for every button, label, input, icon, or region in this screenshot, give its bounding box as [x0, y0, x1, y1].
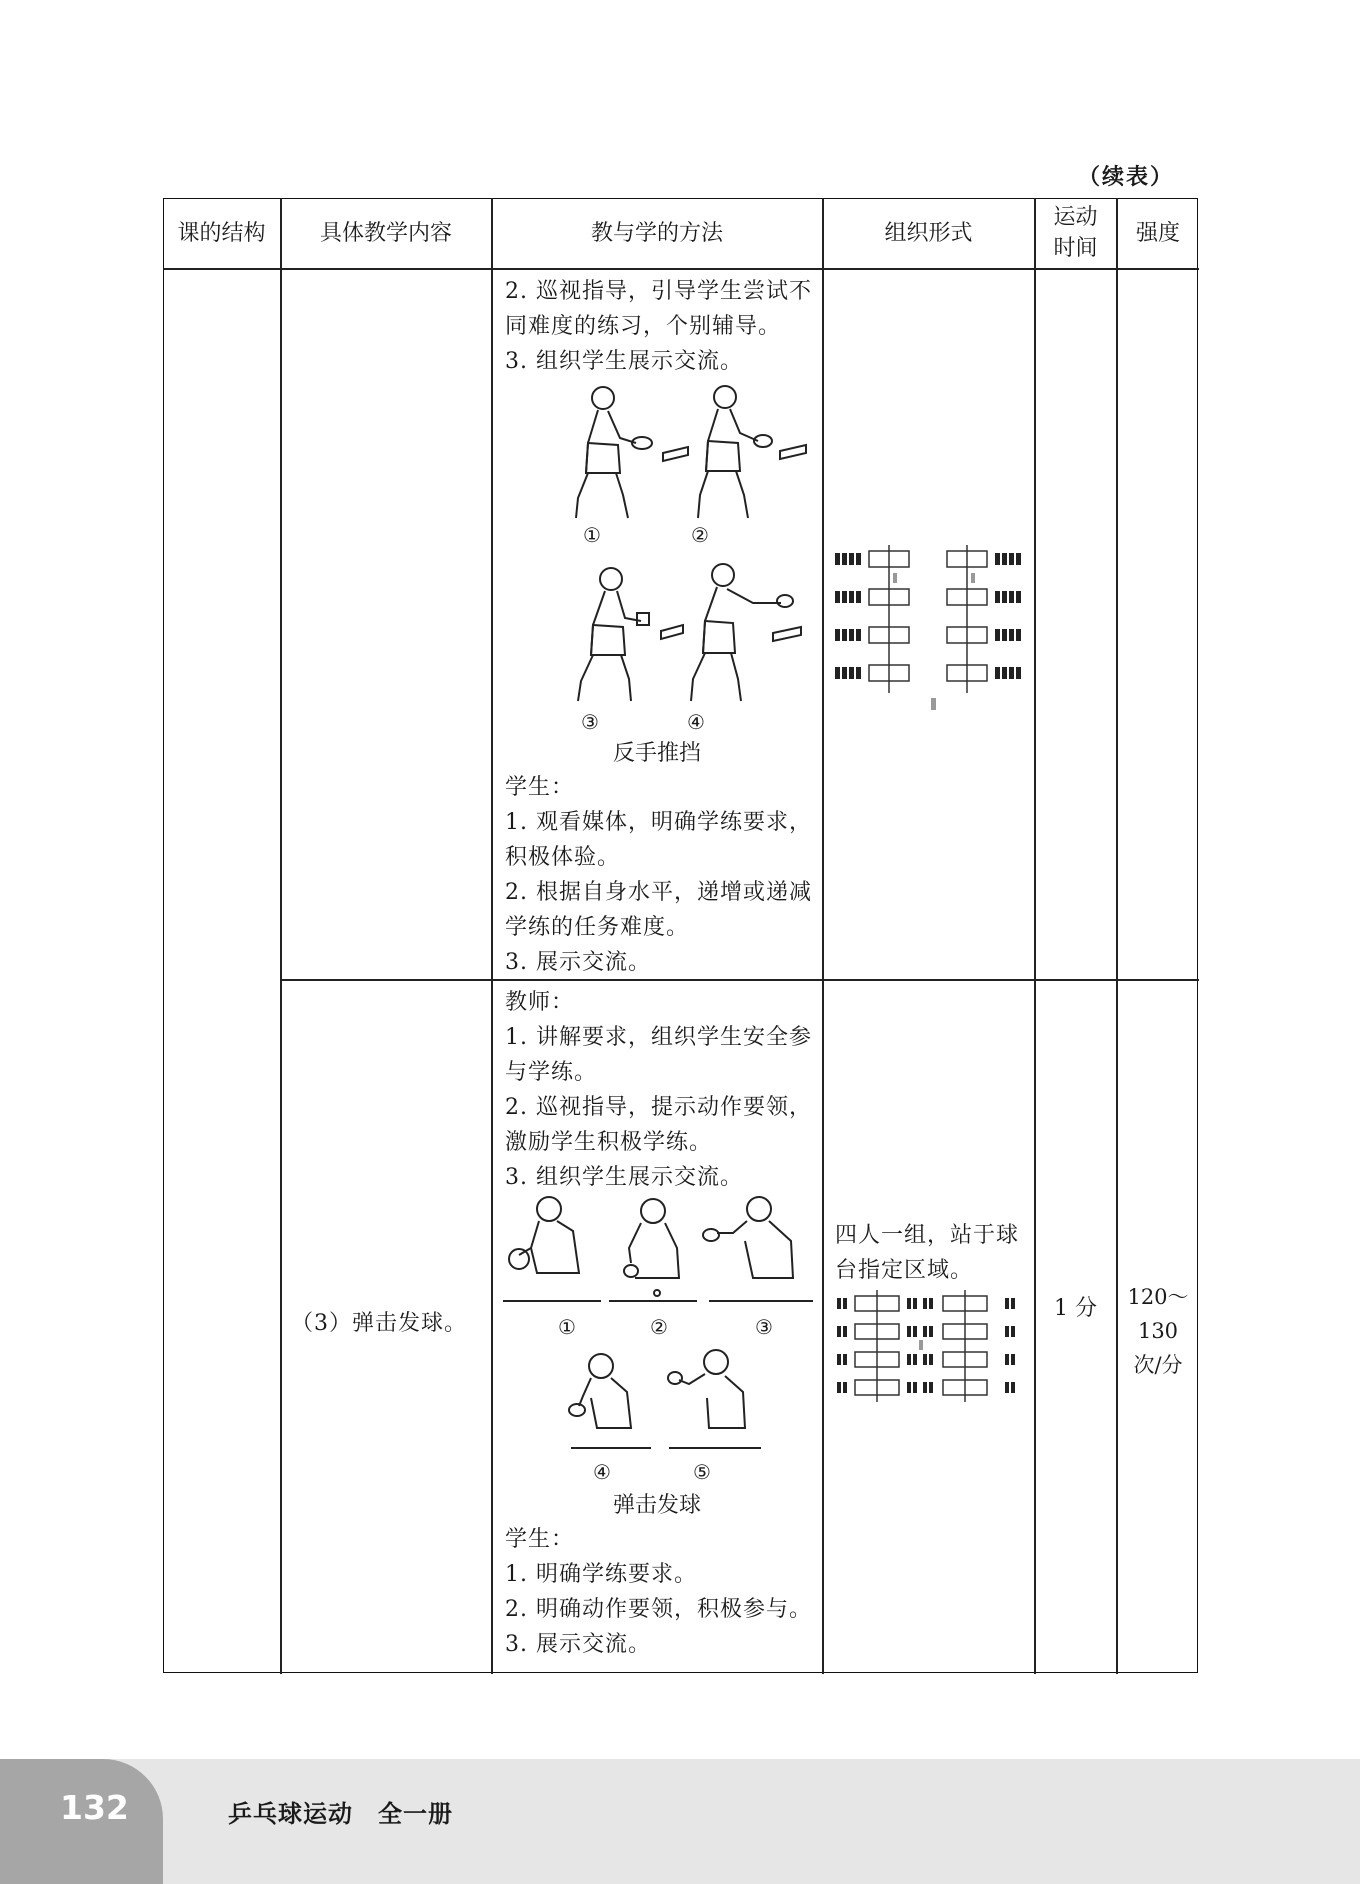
figure-caption: 反手推挡	[612, 741, 701, 766]
server-figure-2	[609, 1199, 697, 1301]
player-figure-3	[578, 568, 649, 701]
figure-caption: 弹击发球	[612, 1493, 701, 1518]
player-figure-2	[698, 386, 772, 518]
teacher-line: 1. 讲解要求，组织学生安全参	[505, 1025, 812, 1050]
figure-number: ④	[687, 710, 705, 734]
student-line: 1. 观看媒体，明确学练要求，	[505, 810, 812, 835]
server-figure-1	[503, 1197, 601, 1301]
table-edge-4	[773, 627, 801, 641]
col-divider	[280, 198, 282, 1674]
row2-teacher-block	[505, 985, 815, 1195]
col-divider	[822, 198, 824, 1674]
method-line: 2. 巡视指导，引导学生尝试不	[505, 279, 812, 304]
book-title: 乒乓球运动 全一册	[228, 1800, 453, 1828]
student-line: 2. 根据自身水平，递增或递减	[505, 880, 812, 905]
figure-number: ①	[558, 1315, 576, 1339]
table-edge-2	[780, 445, 806, 459]
figure-number: ②	[650, 1315, 668, 1339]
header-organization: 组织形式	[884, 220, 973, 246]
teacher-icon	[919, 1340, 923, 1350]
backhand-figures-row1	[558, 383, 818, 523]
intensity-line: 130	[1137, 1319, 1179, 1343]
col-divider	[491, 198, 493, 1674]
ping-pong-tables	[869, 551, 987, 681]
student-pair-icons	[837, 1298, 1015, 1393]
figure-number: ⑤	[693, 1460, 711, 1484]
method-line: 同难度的练习，个别辅导。	[505, 314, 782, 339]
student-line: 1. 明确学练要求。	[505, 1562, 697, 1587]
teacher-line: 激励学生积极学练。	[505, 1130, 713, 1155]
row1-student-block	[505, 770, 815, 980]
header-method: 教与学的方法	[590, 220, 723, 246]
organization-diagram-row2	[835, 1290, 1031, 1410]
server-figure-5	[668, 1350, 761, 1448]
figure-number: ④	[593, 1460, 611, 1484]
organization-line: 台指定区域。	[835, 1258, 974, 1283]
row2-student-block	[505, 1522, 815, 1662]
teacher-line: 与学练。	[505, 1060, 598, 1085]
header-time	[1035, 198, 1116, 268]
player-figure-1	[576, 387, 652, 518]
header-time-line2: 时间	[1053, 236, 1098, 261]
header-structure: 课的结构	[177, 220, 266, 246]
server-figure-4	[569, 1354, 651, 1448]
server-figure-3	[703, 1197, 813, 1301]
continued-label: （续表）	[1078, 165, 1175, 190]
header-time-line1: 运动	[1053, 205, 1098, 230]
backhand-figures-row2	[533, 563, 813, 703]
teacher-line: 3. 组织学生展示交流。	[505, 1165, 743, 1190]
figure-number: ③	[755, 1315, 773, 1339]
student-line: 积极体验。	[505, 845, 621, 870]
intensity-line: 次/分	[1133, 1353, 1183, 1377]
student-line: 3. 展示交流。	[505, 950, 651, 975]
method-line: 3. 组织学生展示交流。	[505, 349, 743, 374]
page-footer	[0, 1759, 1360, 1884]
row2-time: 1 分	[1054, 1295, 1097, 1321]
teacher-line: 2. 巡视指导，提示动作要领，	[505, 1095, 812, 1120]
student-group-icons	[835, 553, 1021, 679]
student-title: 学生：	[505, 775, 575, 800]
serve-figures-row1	[501, 1193, 821, 1308]
col-divider	[1034, 198, 1036, 1674]
table-edge-1	[663, 447, 688, 461]
intensity-line: 120～	[1127, 1285, 1189, 1309]
student-line: 学练的任务难度。	[505, 915, 690, 940]
serve-figures-row2	[561, 1348, 781, 1458]
figure-number: ②	[691, 523, 709, 547]
student-title: 学生：	[505, 1527, 575, 1552]
figure-number: ①	[583, 523, 601, 547]
organization-diagram-row1	[833, 543, 1033, 713]
row2-organization-text	[835, 1218, 1031, 1288]
header-divider	[163, 268, 1199, 270]
row2-intensity	[1117, 1276, 1199, 1386]
row1-method-top	[505, 274, 815, 379]
organization-line: 四人一组，站于球	[835, 1223, 1020, 1248]
student-line: 2. 明确动作要领，积极参与。	[505, 1597, 812, 1622]
lesson-table	[163, 198, 1199, 1674]
table-edge-3	[661, 625, 683, 639]
row2-content: （3）弹击发球。	[291, 1311, 467, 1336]
student-line: 3. 展示交流。	[505, 1632, 651, 1657]
col-divider	[1116, 198, 1118, 1674]
teacher-title: 教师：	[505, 990, 575, 1015]
header-content: 具体教学内容	[319, 220, 452, 246]
figure-number: ③	[581, 710, 599, 734]
header-intensity: 强度	[1135, 220, 1180, 246]
page-number: 132	[60, 1788, 129, 1827]
